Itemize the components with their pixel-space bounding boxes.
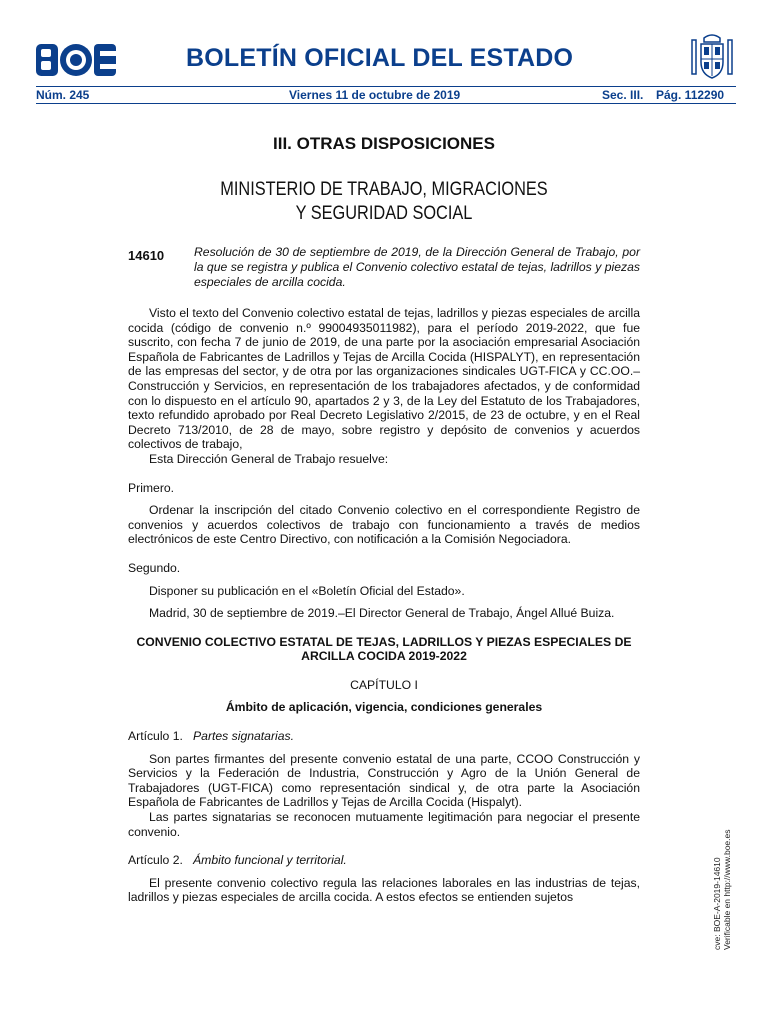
article-label: Artículo 2. — [128, 853, 183, 868]
paragraph: El presente convenio colectivo regula las relaciones laborales en las industrias de tejas, ladrillos y piezas especiales de arcilla cocida. A estos efectos se entienden sujetos — [128, 875, 640, 905]
ministry-heading — [54, 178, 714, 226]
verification-sidebar — [712, 830, 732, 951]
resolution-number: 14610 — [128, 248, 165, 263]
page-number: Pág. 112290 — [656, 88, 725, 102]
ordinal-heading: Segundo. — [128, 560, 181, 575]
header-divider-bottom — [36, 103, 736, 104]
issue-date: Viernes 11 de octubre de 2019 — [289, 88, 461, 102]
document-body — [128, 306, 640, 905]
ministry-line-2: Y SEGURIDAD SOCIAL — [295, 203, 473, 224]
ordinal-heading: Primero. — [128, 480, 175, 495]
paragraph: Visto el texto del Convenio colectivo estatal de tejas, ladrillos y piezas especiales de arcilla cocida (código de convenio n.º 99004935011982), para el período 2019-2022, que fue suscrito, con fecha 7 de junio de 2019, de una parte por la asociación empresarial Asociación Española de Fabricantes de Ladrillos y Tejas de Arcilla Cocida (HISPALYT), en representación de las empresas del sector, y de otra por las organizaciones sindicales UGT-FICA y CC.OO.–Construcción y Servicios, en representación de los trabajadores afectados, y de conformidad con lo dispuesto en el artículo 90, apartados 2 y 3, de la Ley del Estatuto de los Trabajadores, texto refundido aprobado por Real Decreto Legislativo 2/2015, de 23 de octubre, y en el Real Decreto 713/2010, de 28 de mayo, sobre registro y depósito de convenios y acuerdos colectivos de trabajo, — [128, 306, 640, 452]
convenio-title: CONVENIO COLECTIVO ESTATAL DE TEJAS, LADRILLOS Y PIEZAS ESPECIALES DE ARCILLA COCIDA 2019-2022 — [136, 634, 632, 664]
page-title: BOLETÍN OFICIAL DEL ESTADO — [186, 44, 574, 72]
header-divider — [36, 86, 736, 87]
article-heading — [128, 729, 640, 744]
ministry-line-1: MINISTERIO DE TRABAJO, MIGRACIONES — [220, 179, 548, 200]
article-title: Partes signatarias. — [193, 729, 294, 744]
paragraph: Esta Dirección General de Trabajo resuelve: — [149, 451, 389, 466]
chapter-title: Ámbito de aplicación, vigencia, condiciones generales — [225, 700, 543, 715]
signature-paragraph: Madrid, 30 de septiembre de 2019.–El Director General de Trabajo, Ángel Allué Buiza. — [149, 606, 615, 621]
paragraph: Las partes signatarias se reconocen mutuamente legitimación para negociar el presente convenio. — [128, 810, 640, 839]
paragraph: Son partes firmantes del presente convenio estatal de una parte, CCOO Construcción y Servicios y la Federación de Industria, Construcción y Agro de la Unión General de Trabajadores (UGT-FICA) como representación sindical y, de otra parte la Asociación Española de Fabricantes de Ladrillos y Tejas de Arcilla Cocida (Hispalyt). — [128, 751, 640, 810]
cve-code: cve: BOE-A-2019-14610 — [712, 857, 722, 950]
resolution-summary: Resolución de 30 de septiembre de 2019, de la Dirección General de Trabajo, por la que se registra y publica el Convenio colectivo estatal de tejas, ladrillos y piezas especiales de arcilla cocida. — [194, 245, 640, 289]
paragraph: Disponer su publicación en el «Boletín Oficial del Estado». — [149, 583, 465, 598]
article-title: Ámbito funcional y territorial. — [193, 853, 347, 868]
verification-link[interactable]: Verificable en http://www.boe.es — [722, 829, 732, 950]
article-label: Artículo 1. — [128, 729, 183, 744]
section-heading: III. OTRAS DISPOSICIONES — [273, 134, 495, 153]
boe-logo — [36, 42, 116, 78]
article-heading — [128, 853, 640, 868]
issue-number: Núm. 245 — [36, 88, 90, 102]
paragraph: Ordenar la inscripción del citado Convenio colectivo en el correspondiente Registro de convenios y acuerdos colectivos de trabajo con funcionamiento a través de medios electrónicos de este Centro Directivo, con notificación a la Comisión Negociadora. — [128, 503, 640, 547]
chapter-heading: CAPÍTULO I — [350, 677, 418, 692]
coat-of-arms-icon — [688, 32, 736, 82]
section-label: Sec. III. — [602, 88, 644, 102]
